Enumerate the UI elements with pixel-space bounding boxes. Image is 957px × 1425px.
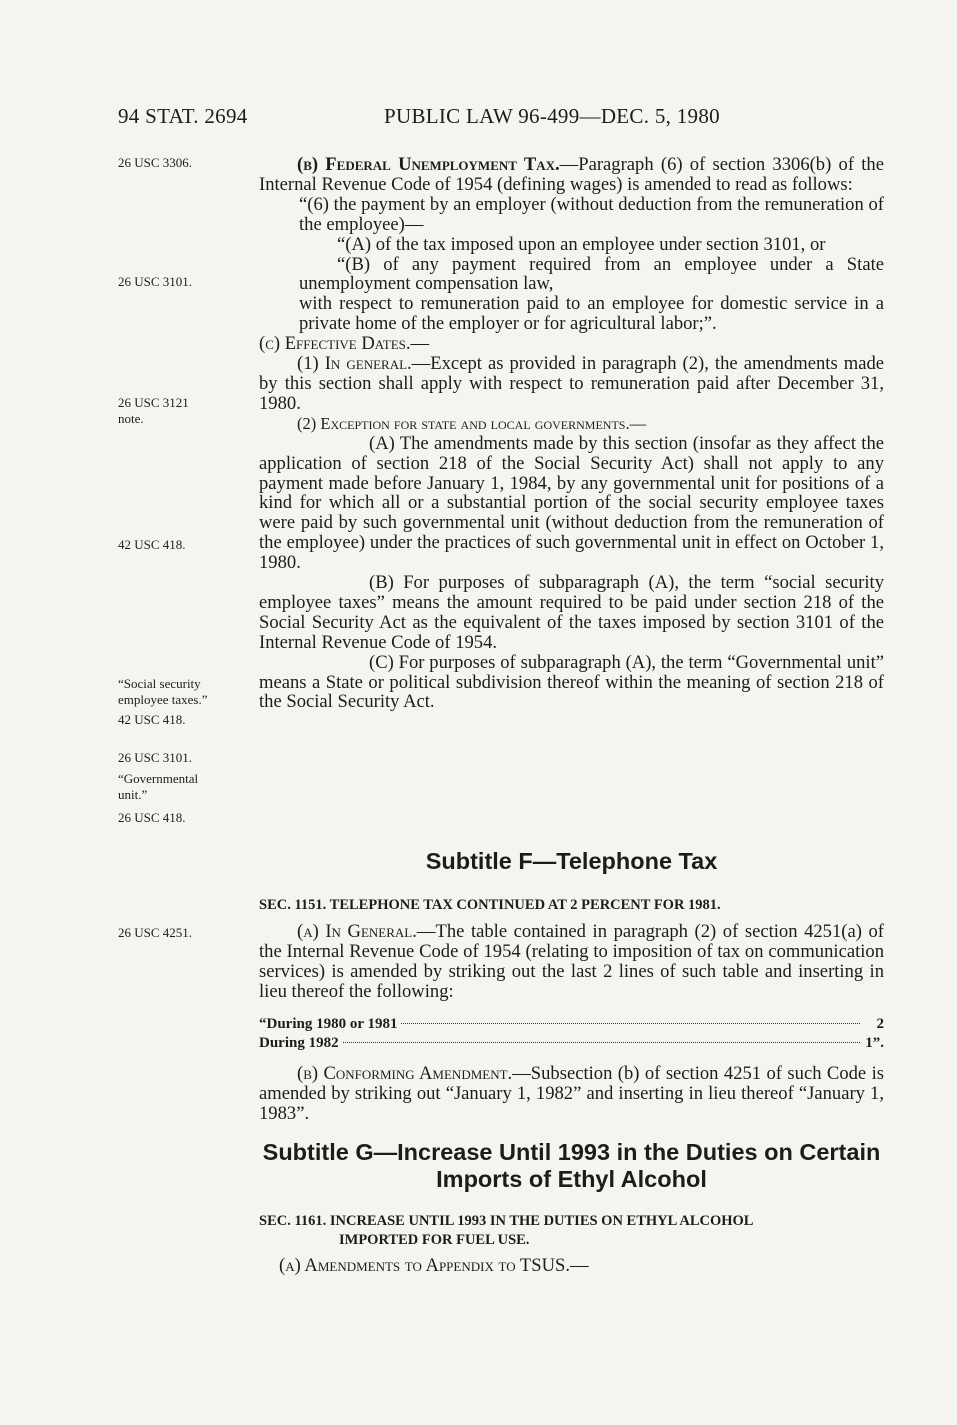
section-1151-heading: SEC. 1151. TELEPHONE TAX CONTINUED AT 2 PERCENT FOR 1981. (259, 897, 721, 913)
margin-note-line: 26 USC 3121 (118, 395, 189, 410)
margin-note-line: note. (118, 411, 144, 426)
margin-note: 26 USC 3306. (118, 155, 193, 170)
margin-note: 26 USC 3101. (118, 274, 193, 289)
subtitle-line: Subtitle G—Increase Until 1993 in the Duties on Certain (262, 1139, 881, 1165)
paragraph-c2c: (C) For purposes of subparagraph (A), the term “Governmental unit” means a State or political subdivision thereof within the meaning of section 218 of the Social Security Act. (259, 651, 884, 713)
quoted-tail: with respect to remuneration paid to an employee for domestic service in a private home of the employer or for agricultural labor;”. (299, 293, 884, 335)
section-1161-body (259, 1256, 884, 1276)
table-row-label: During 1982 (259, 1035, 339, 1051)
margin-note: 26 USC 4251. (118, 925, 193, 940)
paragraph-text: —Paragraph (6) of section 3306(b) of the Internal Revenue Code of 1954 (defining wages) is amended to read as follows: (259, 154, 884, 195)
subtitle-g-heading (259, 1139, 884, 1193)
subsection-heading: (a) In General. (297, 921, 417, 942)
paragraph-c2b: (B) For purposes of subparagraph (A), the term “social security employee taxes” means the amount required to be paid under section 218 of the Social Security Act as the equivalent of the taxes imposed by section 3101 of the Internal Revenue Code of 1954. (259, 572, 884, 653)
rate-table (259, 1015, 884, 1053)
table-row-value: 1”. (865, 1035, 884, 1051)
margin-note-line: employee taxes.” (118, 692, 208, 707)
table-row-value: 2 (876, 1016, 884, 1032)
subtitle-f-heading: Subtitle F—Telephone Tax (425, 848, 718, 874)
paragraph-a (259, 922, 884, 1002)
subsection-heading: (b) Federal Unemployment Tax. (297, 154, 560, 175)
margin-note-line: “Social security (118, 676, 201, 691)
paragraph-b-conforming (259, 1064, 884, 1124)
paragraph-text: —The table contained in paragraph (2) of section 4251(a) of the Internal Revenue Code of 1954 (relating to imposition of tax on communication services) is amended by striking out the last 2 lines of such table and inserting in lieu thereof the following: (259, 921, 884, 1002)
paragraph-c1 (259, 354, 884, 414)
leader-dots (343, 1042, 860, 1043)
amendments-heading: (a) Amendments to Appendix to TSUS.— (279, 1255, 589, 1276)
section-heading-line: IMPORTED FOR FUEL USE. (339, 1232, 530, 1248)
paragraph-c2-heading: (2) Exception for state and local governments.— (297, 413, 647, 433)
subtitle-line: Imports of Ethyl Alcohol (436, 1166, 707, 1192)
paragraph-text: —Except as provided in paragraph (2), the amendments made by this section shall apply with respect to remuneration paid after December 31, 1980. (259, 353, 884, 414)
margin-note-line: unit.” (118, 787, 148, 802)
paragraph-c2a: (A) The amendments made by this section (insofar as they affect the application of section 218 of the Social Security Act) shall not apply to any payment made before January 1, 1984, by any governmental unit for positions of a kind for which all or a substantial portion of the social security employee taxes were paid by such governmental unit (without deduction from the remuneration of the employee) under the practices of such governmental unit in effect on October 1, 1980. (259, 432, 884, 574)
quoted-paragraph-6: “(6) the payment by an employer (without deduction from the remuneration of the employee)— (299, 193, 884, 235)
margin-note: 42 USC 418. (118, 712, 186, 727)
section-body (259, 155, 884, 712)
paragraph-heading: (1) In general. (297, 353, 412, 375)
table-row (259, 1034, 884, 1053)
margin-note: 26 USC 3101. (118, 750, 193, 765)
conforming-amendment (259, 1064, 884, 1124)
margin-note (118, 771, 248, 803)
effective-dates-heading (259, 334, 884, 354)
margin-note (118, 676, 248, 708)
public-law-title: PUBLIC LAW 96-499—DEC. 5, 1980 (384, 104, 720, 128)
margin-note: 42 USC 418. (118, 537, 186, 552)
table-row (259, 1015, 884, 1034)
margin-note-line: “Governmental (118, 771, 199, 786)
paragraph-text: —Subsection (b) of section 4251 of such Code is amended by striking out “January 1, 1982” and inserting in lieu thereof “January 1, 1983”. (259, 1063, 884, 1124)
leader-dots (401, 1023, 860, 1024)
paragraph-b (259, 155, 884, 195)
table-row-label: “During 1980 or 1981 (259, 1016, 398, 1032)
subsection-heading: (c) Effective Dates.— (259, 333, 430, 355)
quoted-subparagraph-b: “(B) of any payment required from an employee under a State unemployment compensation law, (299, 253, 884, 295)
quoted-subparagraph-a: “(A) of the tax imposed upon an employee under section 3101, or (337, 233, 826, 255)
page-reference: 94 STAT. 2694 (118, 104, 248, 128)
margin-note (118, 395, 248, 427)
section-1151-body (259, 922, 884, 1002)
section-1161-heading (259, 1212, 884, 1250)
subsection-heading: (b) Conforming Amendment. (297, 1063, 513, 1084)
margin-note: 26 USC 418. (118, 810, 186, 825)
section-heading-line: SEC. 1161. INCREASE UNTIL 1993 IN THE DUTIES ON ETHYL ALCOHOL (259, 1213, 754, 1229)
page-header (118, 104, 918, 134)
